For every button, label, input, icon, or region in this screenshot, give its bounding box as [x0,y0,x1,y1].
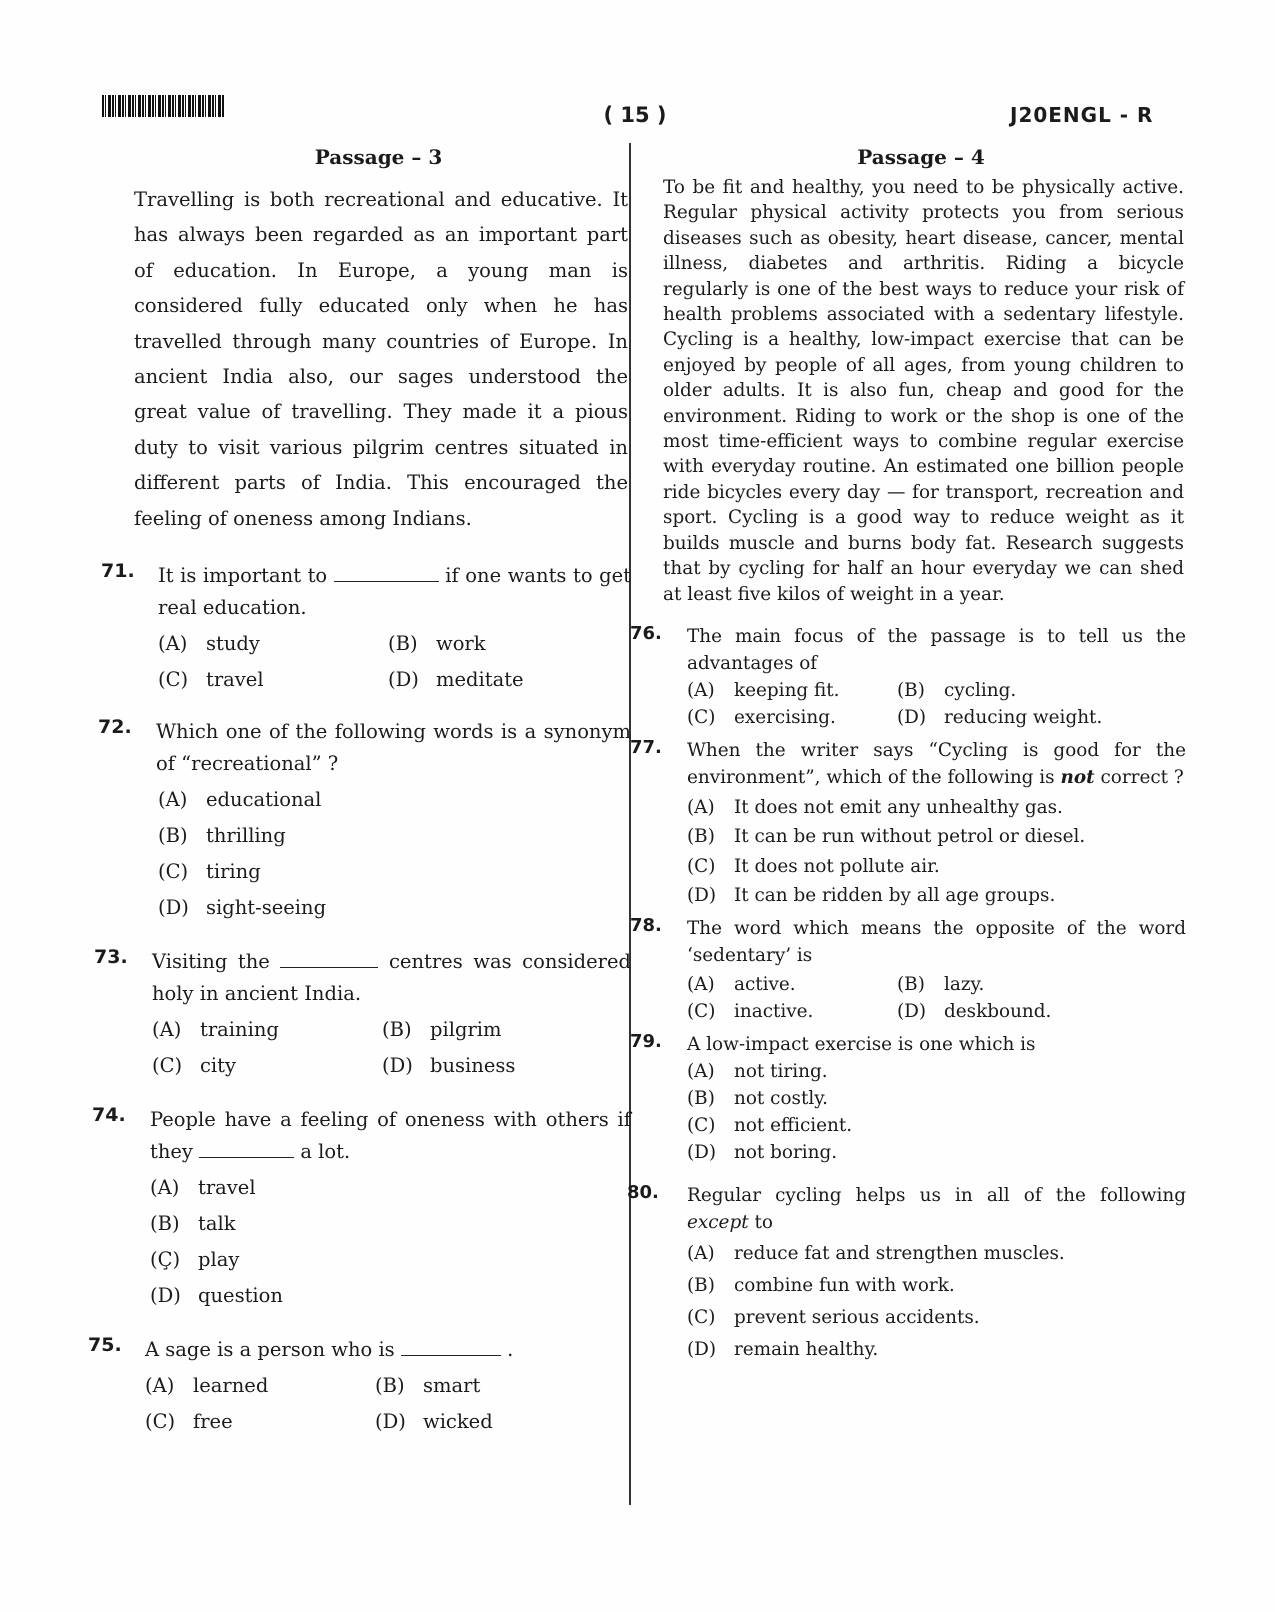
option-b[interactable]: (B) cycling. [897,679,1017,701]
option-d[interactable]: (D) question [150,1284,283,1308]
options [158,782,631,926]
question-number: 73. [94,946,128,969]
question-number: 80. [627,1181,659,1203]
question-76 [630,623,1186,731]
option-d[interactable]: (D) deskbound. [897,1000,1052,1022]
question-75 [86,1334,631,1440]
question-number: 74. [92,1104,126,1127]
question-number: 76. [630,622,662,644]
question-number: 79. [630,1030,662,1052]
option-b[interactable]: (B) pilgrim [382,1018,502,1042]
option-d[interactable]: (D) remain healthy. [687,1338,879,1360]
option-b[interactable]: (B) lazy. [897,973,985,995]
option-d[interactable]: (D) sight-seeing [158,896,327,920]
option-b[interactable]: (B) talk [150,1212,236,1236]
option-a[interactable]: (A) active. [687,973,796,995]
option-b[interactable]: (B) thrilling [158,824,286,848]
option-c[interactable]: (C) free [145,1410,233,1434]
options [687,1238,1186,1366]
option-c[interactable]: (C) travel [158,668,264,692]
passage-3-text: Travelling is both recreational and educative. It has always been regarded as an important part of education. In Europe, a young man is considered fully educated only when he has travelled through many countries of Europe. In ancient India also, our sages understood the great value of travelling. They made it a pious duty to visit various pilgrim centres situated in different parts of India. This encouraged the feeling of oneness among Indians. [134,188,628,530]
option-a[interactable]: (A) travel [150,1176,256,1200]
option-a[interactable]: (A) keeping fit. [687,679,840,701]
option-d[interactable]: (D) meditate [388,668,524,692]
question-79 [630,1031,1186,1166]
question-stem: A sage is a person who is . [145,1338,514,1362]
options [158,626,631,698]
option-b[interactable]: (B) smart [375,1374,481,1398]
question-number: 77. [630,736,662,758]
option-c[interactable]: (C) It does not pollute air. [687,855,940,877]
answer-blank [334,565,439,582]
passage-4-title: Passage – 4 [857,145,985,169]
question-number: 72. [98,716,132,739]
options [687,677,1186,731]
answer-blank [199,1141,294,1158]
option-a[interactable]: (A) not tiring. [687,1060,828,1082]
option-b[interactable]: (B) not costly. [687,1087,829,1109]
question-stem: When the writer says “Cycling is good for the environment”, which of the following is not correct ? [687,739,1186,788]
option-c[interactable]: (C) not efficient. [687,1114,853,1136]
option-b[interactable]: (B) work [388,632,486,656]
question-stem: Regular cycling helps us in all of the following except to [687,1184,1186,1233]
options [687,1058,1186,1166]
option-a[interactable]: (A) training [152,1018,279,1042]
option-d[interactable]: (D) business [382,1054,516,1078]
question-stem: A low-impact exercise is one which is [687,1033,1036,1055]
question-stem: Visiting the centres was considered holy in ancient India. [152,950,632,1006]
option-a[interactable]: (A) learned [145,1374,269,1398]
question-number: 75. [88,1334,122,1357]
option-c[interactable]: (C) exercising. [687,706,836,728]
options [687,971,1186,1025]
question-71 [86,560,631,698]
question-80 [627,1181,1186,1366]
options [687,793,1186,911]
passage-3-title: Passage – 3 [314,145,443,169]
option-d[interactable]: (D) reducing weight. [897,706,1103,728]
option-b[interactable]: (B) combine fun with work. [687,1274,955,1296]
page-number: ( 15 ) [603,103,667,127]
option-c[interactable]: (Ç) play [150,1248,240,1272]
question-73 [86,946,631,1084]
answer-blank [280,951,378,968]
question-number: 78. [630,914,662,936]
barcode [102,95,224,117]
option-a[interactable]: (A) reduce fat and strengthen muscles. [687,1242,1065,1264]
question-number: 71. [101,560,135,583]
options [150,1170,631,1314]
option-a[interactable]: (A) It does not emit any unhealthy gas. [687,796,1063,818]
options [152,1012,631,1084]
answer-blank [401,1339,501,1356]
option-c[interactable]: (C) prevent serious accidents. [687,1306,980,1328]
option-d[interactable]: (D) not boring. [687,1141,838,1163]
option-a[interactable]: (A) educational [158,788,322,812]
question-stem: The word which means the opposite of the word ‘sedentary’ is [687,917,1186,966]
right-column [627,142,1186,1366]
option-c[interactable]: (C) city [152,1054,237,1078]
question-74 [86,1104,631,1314]
question-77 [630,737,1186,911]
question-78 [630,915,1186,1025]
option-b[interactable]: (B) It can be run without petrol or diesel. [687,826,1086,848]
question-stem: It is important to if one wants to get real education. [158,564,631,620]
options [145,1368,631,1440]
option-c[interactable]: (C) tiring [158,860,261,884]
option-c[interactable]: (C) inactive. [687,1000,814,1022]
passage-4-text: To be fit and healthy, you need to be physically active. Regular physical activity protects you from serious diseases such as obesity, heart disease, cancer, mental illness, diabetes and arthritis. Riding a bicycle regularly is one of the best ways to reduce your risk of health problems associated with a sedentary lifestyle. Cycling is a healthy, low-impact exercise that can be enjoyed by people of all ages, from young children to older adults. It is also fun, cheap and good for the environment. Riding to work or the shop is one of the most time-efficient ways to combine regular exercise with everyday routine. An estimated one billion people ride bicycles every day — for transport, recreation and sport. Cycling is a good way to reduce weight as it builds muscle and burns body fat. Research suggests that by cycling for half an hour everyday we can shed at least five kilos of weight in a year. [663,177,1184,605]
question-stem: People have a feeling of oneness with others if they a lot. [150,1108,631,1164]
paper-code: J20ENGL - R [1010,103,1154,127]
left-column [86,142,631,1440]
option-d[interactable]: (D) It can be ridden by all age groups. [687,885,1056,907]
option-a[interactable]: (A) study [158,632,260,656]
question-72 [86,716,631,926]
option-d[interactable]: (D) wicked [375,1410,493,1434]
question-stem: The main focus of the passage is to tell us the advantages of [687,625,1186,674]
question-stem: Which one of the following words is a synonym of “recreational” ? [156,720,631,776]
